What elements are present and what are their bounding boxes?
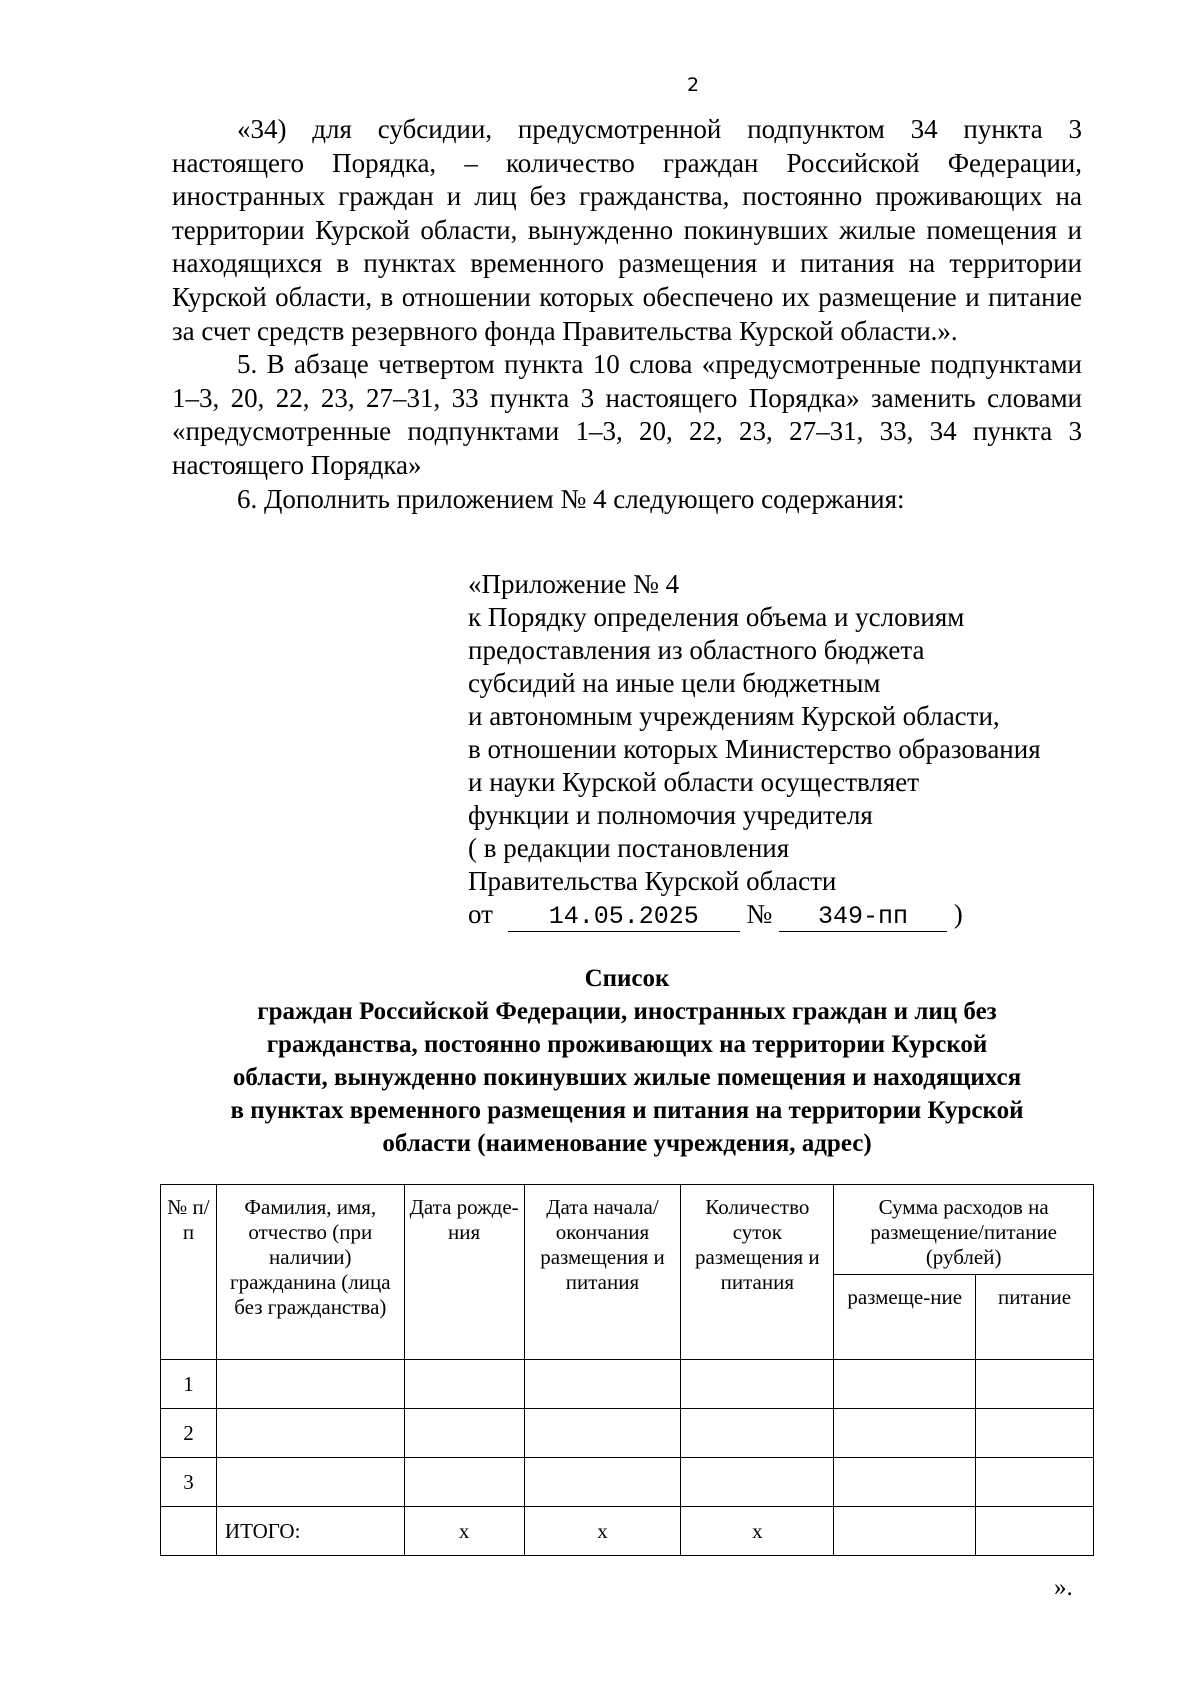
table-cell xyxy=(524,1409,681,1458)
list-subtitle-line: области (наименование учреждения, адрес) xyxy=(382,1130,872,1157)
page-number: 2 xyxy=(686,74,700,96)
header-fio: Фамилия, имя, отчество (при наличии) гражданина (лица без гражданства) xyxy=(216,1185,404,1360)
table-cell xyxy=(976,1409,1094,1458)
paragraph-6: 6. Дополнить приложением № 4 следующего содержания: xyxy=(237,483,905,514)
table-cell xyxy=(976,1458,1094,1507)
table-cell xyxy=(681,1409,834,1458)
closing-quote: ». xyxy=(1054,1574,1073,1601)
header-birth: Дата рожде-ния xyxy=(404,1185,524,1360)
appendix-line: функции и полномочия учредителя xyxy=(468,800,873,830)
header-sum-food: питание xyxy=(976,1275,1094,1360)
table-cell xyxy=(976,1507,1094,1556)
appendix-line: субсидий на иные цели бюджетным xyxy=(468,668,881,698)
header-num: № п/п xyxy=(161,1185,217,1360)
total-row xyxy=(161,1507,1094,1556)
citizens-table xyxy=(160,1184,1094,1556)
table-cell xyxy=(404,1409,524,1458)
header-days: Количество суток размещения и питания xyxy=(681,1185,834,1360)
table-row xyxy=(161,1360,1094,1409)
table-row xyxy=(161,1458,1094,1507)
table-cell xyxy=(524,1458,681,1507)
decree-number: 349-пп xyxy=(779,903,947,932)
from-label: от xyxy=(468,899,493,929)
appendix-line: «Приложение № 4 xyxy=(468,569,680,599)
table-cell xyxy=(681,1458,834,1507)
appendix-line: ( в редакции постановления xyxy=(468,833,790,863)
table-cell xyxy=(834,1409,976,1458)
header-dates: Дата начала/ окончания размещения и питания xyxy=(524,1185,681,1360)
appendix-line: и науки Курской области осуществляет xyxy=(468,767,920,797)
total-days: х xyxy=(681,1507,834,1556)
table-row xyxy=(161,1409,1094,1458)
paragraph-5: 5. В абзаце четвертом пункта 10 слова «предусмотренные подпунктами 1–3, 20, 22, 23, 27–31, 33 пункта 3 настоящего Порядка» заменить словами «предусмотренные подпунктами 1–3, 20, 22, 23, 27–31, 33, 34 пункта 3 настоящего Порядка» xyxy=(172,349,1082,480)
list-subtitle-line: области, вынужденно покинувших жилые помещения и находящихся xyxy=(232,1064,1022,1091)
appendix-line: предоставления из областного бюджета xyxy=(468,635,925,665)
number-label: № xyxy=(746,899,773,929)
table-cell xyxy=(834,1360,976,1409)
table-cell xyxy=(976,1360,1094,1409)
appendix-line: в отношении которых Министерство образования xyxy=(468,734,1041,764)
decree-date: 14.05.2025 xyxy=(508,903,740,932)
list-subtitle-line: гражданства, постоянно проживающих на территории Курской xyxy=(266,1031,988,1058)
table-cell xyxy=(524,1360,681,1409)
list-heading: Список xyxy=(584,965,670,992)
row-number: 3 xyxy=(161,1458,217,1507)
table-cell xyxy=(216,1409,404,1458)
close-paren: ) xyxy=(953,899,963,929)
table-cell xyxy=(216,1458,404,1507)
total-birth: х xyxy=(404,1507,524,1556)
table-cell xyxy=(216,1360,404,1409)
total-label: ИТОГО: xyxy=(216,1507,404,1556)
body-text xyxy=(172,113,1082,516)
appendix-header xyxy=(468,568,1108,931)
list-subtitle-line: граждан Российской Федерации, иностранных граждан и лиц без xyxy=(257,998,997,1025)
appendix-line: и автономным учреждениям Курской области, xyxy=(468,701,1000,731)
appendix-line: к Порядку определения объема и условиям xyxy=(468,602,965,632)
header-sum: Сумма расходов на размещение/питание (рублей) xyxy=(834,1185,1094,1275)
row-number: 1 xyxy=(161,1360,217,1409)
table-cell xyxy=(834,1507,976,1556)
table-cell xyxy=(404,1360,524,1409)
table-cell xyxy=(161,1507,217,1556)
table-cell xyxy=(834,1458,976,1507)
appendix-line: Правительства Курской области xyxy=(468,866,837,896)
list-subtitle-line: в пунктах временного размещения и питания на территории Курской xyxy=(230,1097,1024,1124)
header-sum-lodging: размеще-ние xyxy=(834,1275,976,1360)
total-dates: х xyxy=(524,1507,681,1556)
list-title xyxy=(160,962,1094,1160)
table-cell xyxy=(404,1458,524,1507)
table-cell xyxy=(681,1360,834,1409)
decree-date-line xyxy=(468,898,1108,931)
paragraph-34: «34) для субсидии, предусмотренной подпунктом 34 пункта 3 настоящего Порядка, – количество граждан Российской Федерации, иностранных граждан и лиц без гражданства, постоянно проживающих на территории Курской области, вынужденно покинувших жилые помещения и находящихся в пунктах временного размещения и питания на территории Курской области, в отношении которых обеспечено их размещение и питание за счет средств резервного фонда Правительства Курской области.». xyxy=(172,114,1082,346)
row-number: 2 xyxy=(161,1409,217,1458)
